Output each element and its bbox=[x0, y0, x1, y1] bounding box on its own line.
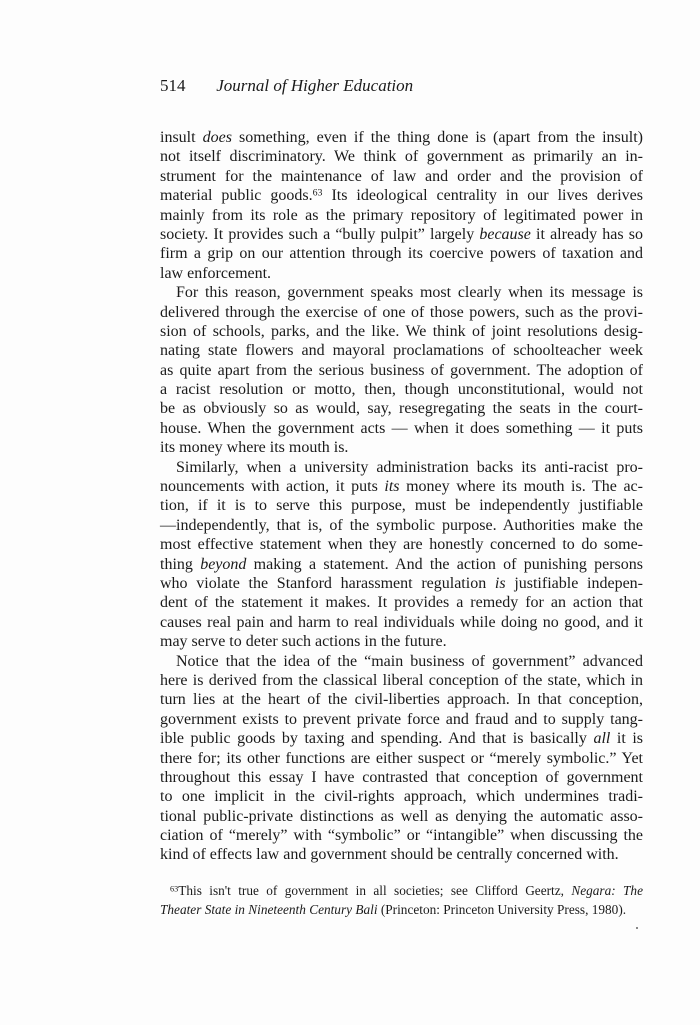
body-text bbox=[160, 128, 643, 865]
text-run: material public goods. bbox=[160, 187, 313, 205]
page-number: 514 bbox=[160, 76, 186, 95]
text-run: money where its mouth is. The ac- bbox=[399, 478, 643, 496]
text-run: ciation of “merely” with “symbolic” or “intangible” when discussing the bbox=[160, 827, 643, 845]
italic-text: beyond bbox=[200, 555, 247, 573]
text-run: strument for the maintenance of law and order and the provision of bbox=[160, 167, 643, 185]
text-run: who violate the Stanford harassment regulation bbox=[160, 574, 495, 592]
text-line bbox=[160, 555, 643, 574]
text-run: not itself discriminatory. We think of government as primarily an in- bbox=[160, 148, 643, 166]
text-line bbox=[160, 690, 643, 709]
footnote-line bbox=[160, 881, 643, 900]
text-run: turn lies at the heart of the civil-liberties approach. In that conception, bbox=[160, 691, 643, 709]
text-run: there for; its other functions are either suspect or “merely symbolic.” Yet bbox=[160, 749, 643, 767]
text-line bbox=[160, 322, 643, 341]
text-line bbox=[160, 477, 643, 496]
text-run: it already has so bbox=[530, 225, 643, 243]
text-line bbox=[160, 768, 643, 787]
italic-text: Negara: The bbox=[571, 883, 643, 898]
text-run: Its ideological centrality in our lives derives bbox=[322, 187, 643, 205]
text-run: a racist resolution or motto, then, though unconstitutional, would not bbox=[160, 381, 643, 399]
text-run: society. It provides such a “bully pulpit” largely bbox=[160, 225, 480, 243]
italic-text: does bbox=[202, 129, 232, 146]
text-line bbox=[160, 535, 643, 554]
text-line bbox=[160, 787, 643, 806]
text-line bbox=[160, 652, 643, 671]
text-line bbox=[160, 380, 643, 399]
text-run: government exists to prevent private force and fraud and to supply tang- bbox=[160, 710, 643, 728]
text-run: its money where its mouth is. bbox=[160, 439, 349, 457]
text-run: firm a grip on our attention through its coercive powers of taxation and bbox=[160, 245, 643, 263]
text-line bbox=[160, 303, 643, 322]
text-run: to one implicit in the civil-rights approach, which undermines tradi- bbox=[160, 788, 643, 806]
text-line bbox=[160, 244, 643, 263]
text-line bbox=[160, 807, 643, 826]
text-line bbox=[160, 516, 643, 535]
text-run: insult bbox=[160, 129, 203, 146]
italic-text: because bbox=[479, 225, 531, 243]
text-line bbox=[160, 845, 643, 864]
text-run: Similarly, when a university administration backs its anti-racist pro- bbox=[176, 458, 643, 476]
text-run: house. When the government acts — when it does something — it puts bbox=[160, 419, 643, 437]
text-line bbox=[160, 749, 643, 768]
text-run: justifiable indepen- bbox=[505, 574, 643, 592]
footnote-marker: 63 bbox=[312, 187, 323, 199]
text-line bbox=[160, 167, 643, 186]
italic-text: all bbox=[593, 730, 611, 748]
text-line bbox=[160, 147, 643, 166]
text-run: delivered through the exercise of one of those powers, such as the provi- bbox=[160, 303, 643, 321]
footnotes bbox=[160, 881, 643, 919]
text-run: throughout this essay I have contrasted that conception of government bbox=[160, 768, 643, 786]
text-line bbox=[160, 632, 643, 651]
text-run: dent of the statement it makes. It provides a remedy for an action that bbox=[160, 594, 643, 612]
text-line bbox=[160, 438, 643, 457]
text-run: something, even if the thing done is (apart from the insult) bbox=[231, 129, 644, 146]
text-line bbox=[160, 206, 643, 225]
text-line bbox=[160, 826, 643, 845]
italic-text: Theater State in Nineteenth Century Bali bbox=[160, 902, 378, 917]
text-run: here is derived from the classical liberal conception of the state, which in bbox=[160, 671, 643, 689]
text-run: nating state flowers and mayoral proclamations of schoolteacher week bbox=[160, 342, 643, 360]
text-line bbox=[160, 419, 643, 438]
text-line bbox=[160, 496, 643, 515]
text-run: law enforcement. bbox=[160, 264, 272, 282]
text-run: it is bbox=[610, 730, 644, 748]
text-line bbox=[160, 458, 643, 477]
text-run: tion, if it is to serve this purpose, must be independently justifiable bbox=[160, 497, 643, 515]
text-line bbox=[160, 574, 643, 593]
text-run: This isn't true of government in all societies; see Clifford Geertz, bbox=[178, 883, 572, 898]
text-line bbox=[160, 613, 643, 632]
text-run: For this reason, government speaks most clearly when its message is bbox=[176, 284, 643, 302]
scan-speck bbox=[636, 927, 638, 929]
text-line bbox=[160, 710, 643, 729]
text-run: making a statement. And the action of punishing persons bbox=[246, 555, 644, 573]
text-line bbox=[160, 593, 643, 612]
text-line bbox=[160, 264, 643, 283]
text-run: thing bbox=[160, 555, 201, 573]
text-line bbox=[160, 186, 643, 205]
text-line bbox=[160, 671, 643, 690]
text-line bbox=[160, 399, 643, 418]
text-line bbox=[160, 283, 643, 302]
text-run: as quite apart from the serious business of government. The adoption of bbox=[160, 361, 643, 379]
text-run: Notice that the idea of the “main business of government” advanced bbox=[176, 652, 643, 670]
text-run: ible public goods by taxing and spending. And that is basically bbox=[160, 730, 594, 748]
text-line bbox=[160, 729, 643, 748]
text-run: nouncements with action, it puts bbox=[160, 478, 385, 496]
text-run: causes real pain and harm to real individuals while doing no good, and it bbox=[160, 613, 643, 631]
text-run: most effective statement when they are honestly concerned to do some- bbox=[160, 536, 643, 554]
text-run: —independently, that is, of the symbolic purpose. Authorities make the bbox=[160, 516, 643, 534]
text-line bbox=[160, 361, 643, 380]
journal-title: Journal of Higher Education bbox=[216, 76, 414, 95]
text-run: be as obviously so as would, say, resegregating the seats in the court- bbox=[160, 400, 643, 418]
text-run: mainly from its role as the primary repository of legitimated power in bbox=[160, 206, 643, 224]
text-run: may serve to deter such actions in the future. bbox=[160, 633, 447, 651]
text-run: tional public-private distinctions as well as denying the automatic asso- bbox=[160, 807, 643, 825]
text-run: sion of schools, parks, and the like. We think of joint resolutions desig- bbox=[160, 322, 643, 340]
footnote-marker: 63 bbox=[170, 884, 179, 894]
text-run: kind of effects law and government should be centrally concerned with. bbox=[160, 846, 619, 864]
text-line bbox=[160, 128, 643, 147]
footnote-line bbox=[160, 900, 643, 919]
text-line bbox=[160, 225, 643, 244]
text-run: (Princeton: Princeton University Press, 1980). bbox=[377, 902, 627, 917]
text-line bbox=[160, 341, 643, 360]
running-header bbox=[160, 76, 413, 96]
italic-text: its bbox=[384, 478, 400, 496]
italic-text: is bbox=[494, 574, 506, 592]
